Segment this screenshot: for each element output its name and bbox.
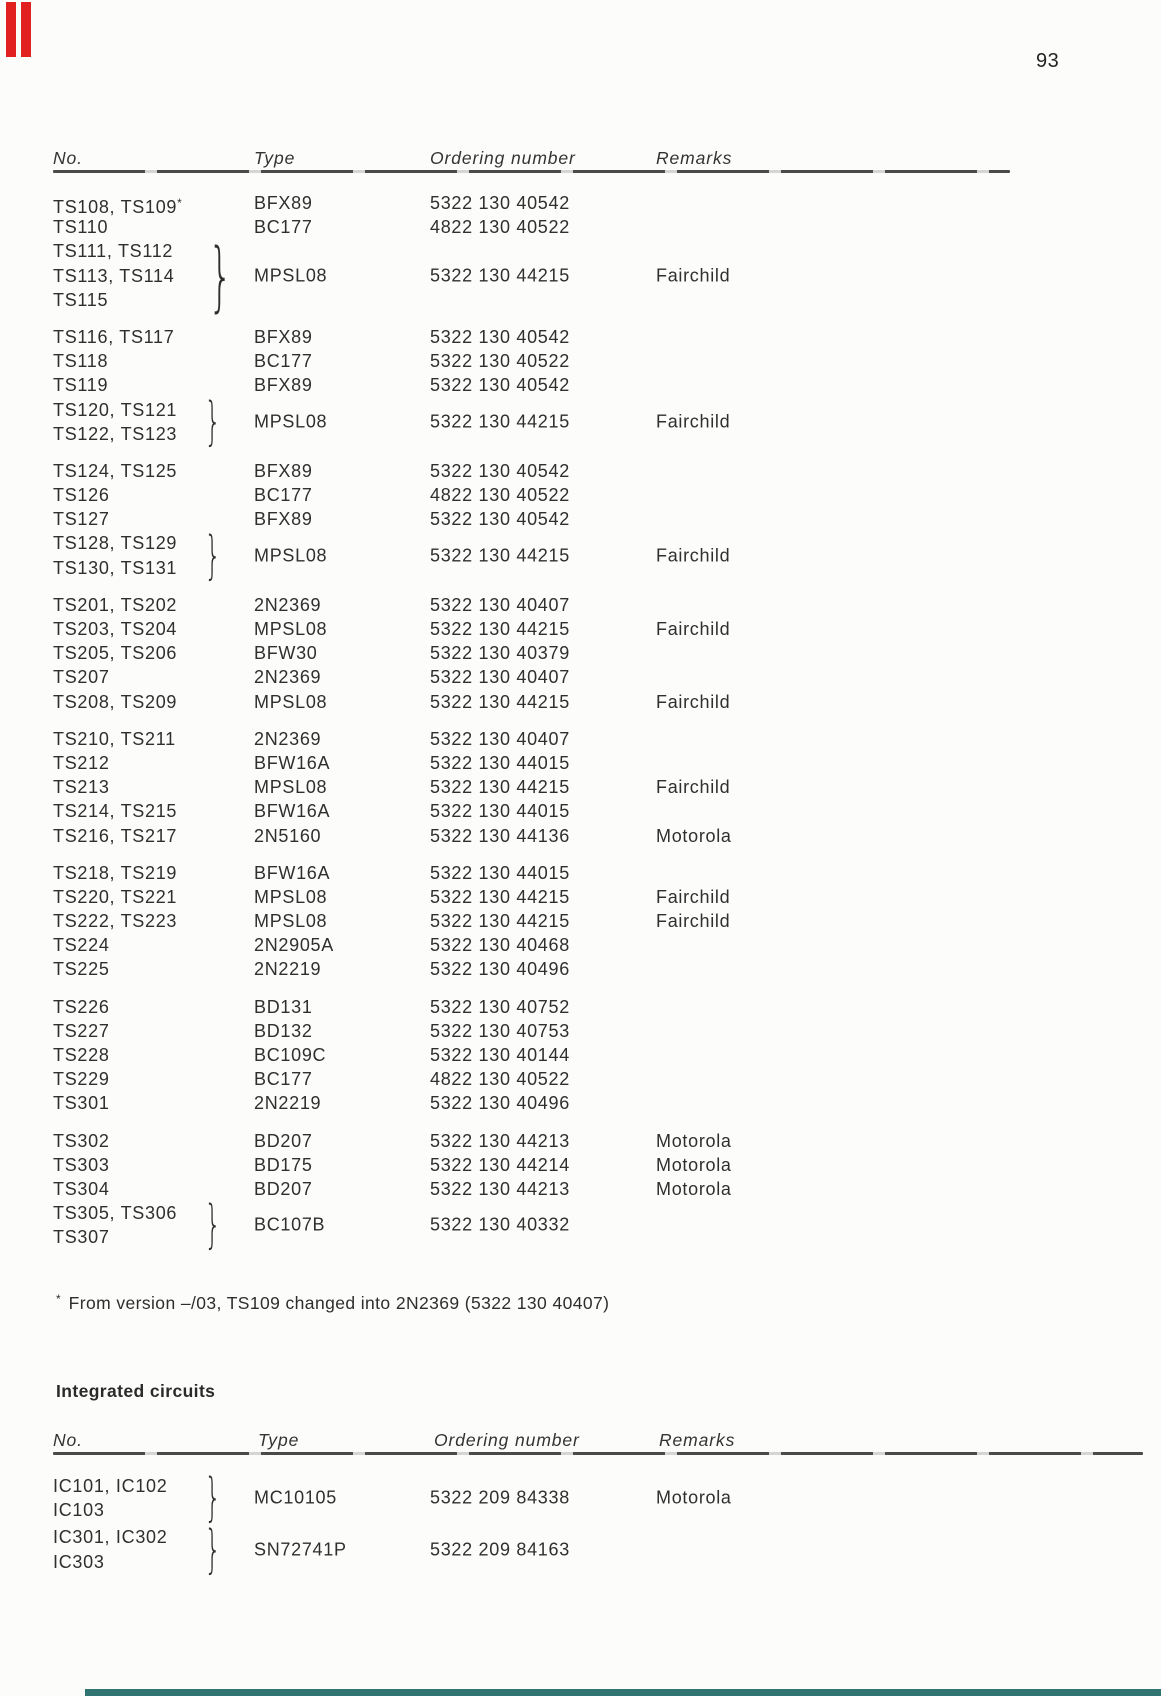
table-row-group [53,1195,1161,1256]
row-ordering: 5322 130 40753 [430,1020,570,1041]
row-no: TS116, TS117 [53,326,175,347]
row-ordering: 5322 130 44215 [430,691,570,712]
table-row [53,727,1161,751]
row-type: MPSL08 [254,886,328,907]
group-brace: } [204,1468,222,1529]
table-row-group [53,230,1161,320]
row-no: TS113, TS114 [53,265,175,286]
row-no: TS229 [53,1069,110,1090]
row-ordering: 5322 130 40542 [430,193,570,213]
row-ordering: 5322 130 44213 [430,1130,570,1151]
page-number: 93 [1036,50,1060,72]
table-row [53,459,1161,483]
row-no: TS119 [53,375,109,396]
row-type: BFW16A [254,801,331,822]
table-row [53,483,1161,507]
table-row [53,1067,1161,1091]
row-ordering: 5322 130 44015 [430,862,570,883]
row-ordering: 5322 130 40522 [430,351,570,372]
row-ordering: 5322 130 40496 [430,1093,570,1114]
table-block [53,1468,1161,1529]
row-ordering: 5322 130 40496 [430,959,570,980]
row-ordering: 5322 130 40407 [430,728,570,749]
table-row [53,1043,1161,1067]
group-brace: } [208,230,233,320]
table-row-group [53,525,1161,586]
row-ordering: 5322 209 84338 [430,1487,570,1508]
row-no: IC303 [53,1551,105,1572]
row-no: TS303 [53,1154,110,1175]
row-no: TS302 [53,1130,110,1151]
row-ordering: 5322 130 44215 [430,911,570,932]
table-block [53,593,1161,714]
row-ordering: 5322 130 44215 [430,265,570,286]
teal-bottom-bar [85,1689,1161,1696]
ic-table-header [53,1430,1161,1454]
row-no: TS201, TS202 [53,594,178,615]
row-type: SN72741P [254,1539,347,1560]
header-no: No. [53,148,83,168]
row-type: MPSL08 [254,777,328,798]
header-remarks: Remarks [659,1430,736,1450]
row-no: TS228 [53,1045,110,1065]
row-no: TS224 [53,935,110,956]
row-ordering: 5322 130 40542 [430,375,570,396]
table-row [53,1019,1161,1043]
row-no: TS208, TS209 [53,691,178,712]
table-row [53,593,1161,617]
row-ordering: 4822 130 40522 [430,1069,570,1090]
row-no: TS227 [53,1020,110,1041]
row-ordering: 5322 130 44136 [430,825,570,846]
row-no: TS124, TS125 [53,460,178,481]
row-no: TS120, TS121 [53,399,178,420]
header-type: Type [254,148,296,168]
row-type: 2N2369 [254,667,322,688]
row-type: BD131 [254,996,313,1017]
row-ordering: 5322 130 44213 [430,1178,570,1199]
footnote-ref: * [177,196,182,210]
row-type: BC107B [254,1214,326,1235]
row-type: MPSL08 [254,691,328,712]
header-ordering: Ordering number [430,148,576,168]
table-row [53,1091,1161,1115]
row-ordering: 5322 130 40407 [430,594,570,615]
row-ordering: 5322 130 44015 [430,801,570,822]
table-row [53,995,1161,1019]
row-ordering: 5322 130 40379 [430,643,570,664]
row-ordering: 5322 130 44215 [430,411,570,432]
table-block [53,995,1161,1116]
row-ordering: 5322 130 44215 [430,545,570,566]
table-row-group [53,1519,1161,1580]
row-remarks: Fairchild [656,911,731,932]
row-ordering: 5322 130 44215 [430,886,570,907]
header-rule [53,170,1010,173]
row-type: BC109C [254,1045,327,1065]
red-mark-icon [21,2,31,57]
group-brace: } [204,391,222,452]
row-type: BD207 [254,1178,313,1199]
row-type: BFW16A [254,862,331,883]
table-row [53,957,1161,981]
row-no: TS115 [53,289,109,310]
row-no: TS305, TS306 [53,1203,178,1224]
group-brace: } [204,1519,222,1580]
row-no: TS122, TS123 [53,423,178,444]
row-ordering: 5322 130 44214 [430,1154,570,1175]
row-no: IC101, IC102 [53,1476,168,1496]
row-type: BC177 [254,485,313,506]
table-row [53,325,1161,349]
row-no: TS110 [53,217,109,238]
row-type: MPSL08 [254,911,328,932]
group-brace: } [204,1195,222,1256]
row-type: 2N2369 [254,728,322,749]
header-remarks: Remarks [656,148,733,168]
row-no: IC103 [53,1500,105,1521]
table-row [53,617,1161,641]
row-ordering: 5322 130 40144 [430,1045,570,1065]
row-type: BFX89 [254,193,313,213]
row-ordering: 5322 130 44215 [430,619,570,639]
row-type: BC177 [254,1069,313,1090]
row-no: TS127 [53,509,110,530]
row-remarks: Motorola [656,1487,732,1508]
table-block [53,459,1161,586]
header-rule [53,1452,1143,1455]
row-remarks: Fairchild [656,691,731,712]
row-no: TS205, TS206 [53,643,178,664]
row-type: MPSL08 [254,619,328,639]
row-ordering: 5322 130 40542 [430,509,570,530]
table-block [53,1519,1161,1580]
row-no: TS118 [53,351,109,372]
transistor-table-header [53,148,1161,172]
row-type: BFW30 [254,643,318,664]
row-type: MPSL08 [254,545,328,566]
table-row-group [53,391,1161,452]
row-ordering: 5322 130 44015 [430,752,570,773]
row-remarks: Fairchild [656,265,731,286]
row-no: TS304 [53,1178,110,1199]
row-no: TS111, TS112 [53,241,174,262]
row-no: TS220, TS221 [53,886,178,907]
row-type: MPSL08 [254,411,328,432]
row-type: BC177 [254,351,313,372]
table-row [53,824,1161,848]
table-row [53,751,1161,775]
row-no: TS128, TS129 [53,533,178,554]
row-ordering: 5322 130 40407 [430,667,570,688]
transistor-table-body [53,191,1161,1263]
row-no: TS216, TS217 [53,825,178,846]
table-row [53,933,1161,957]
row-type: BFW16A [254,752,331,773]
row-no: TS108, TS109* [53,196,182,217]
row-no: TS225 [53,959,110,980]
footnote-text: From version –/03, TS109 changed into 2N2369 (5322 130 40407) [68,1293,610,1313]
row-ordering: 5322 130 40332 [430,1214,570,1235]
red-mark-icon [6,2,16,57]
header-ordering: Ordering number [434,1430,580,1450]
row-ordering: 5322 130 40752 [430,996,570,1017]
row-remarks: Fairchild [656,619,731,639]
row-no: TS210, TS211 [53,728,176,749]
row-type: 2N2219 [254,1093,322,1114]
table-block [53,727,1161,848]
row-no: IC301, IC302 [53,1527,168,1548]
row-type: 2N2369 [254,594,322,615]
row-no: TS213 [53,777,110,798]
row-no: TS207 [53,667,110,688]
row-type: BFX89 [254,375,313,396]
header-no: No. [53,1430,83,1450]
footnote [56,1292,609,1314]
table-row [53,690,1161,714]
table-row [53,909,1161,933]
ic-section-title: Integrated circuits [56,1381,216,1401]
footnote-marker: * [56,1292,61,1306]
table-row [53,641,1161,665]
row-type: BD207 [254,1130,313,1151]
table-row [53,775,1161,799]
row-type: BFX89 [254,509,313,530]
row-ordering: 5322 209 84163 [430,1539,570,1560]
row-no: TS226 [53,996,110,1017]
table-block [53,325,1161,452]
table-block [53,861,1161,982]
row-ordering: 5322 130 40542 [430,460,570,481]
row-type: MPSL08 [254,265,328,286]
row-remarks: Fairchild [656,777,731,798]
row-remarks: Motorola [656,1178,732,1199]
row-type: MC10105 [254,1487,337,1508]
table-row [53,349,1161,373]
row-no: TS130, TS131 [53,557,178,578]
group-brace: } [204,525,222,586]
table-row [53,885,1161,909]
table-row [53,665,1161,689]
table-row-group [53,1468,1161,1529]
row-remarks: Fairchild [656,411,731,432]
table-row [53,191,1161,215]
row-remarks: Motorola [656,825,732,846]
row-no: TS218, TS219 [53,862,178,883]
row-type: BFX89 [254,460,313,481]
row-type: 2N5160 [254,825,322,846]
row-no: TS222, TS223 [53,911,178,932]
row-type: BC177 [254,217,313,238]
table-row [53,1153,1161,1177]
row-no: TS214, TS215 [53,801,178,822]
ic-table-body [53,1468,1161,1580]
row-remarks: Fairchild [656,545,731,566]
table-row [53,861,1161,885]
table-row [53,799,1161,823]
red-corner-marks [6,2,31,57]
row-ordering: 4822 130 40522 [430,485,570,506]
row-no: TS301 [53,1093,110,1114]
row-no: TS307 [53,1227,110,1248]
row-ordering: 4822 130 40522 [430,217,570,238]
table-block [53,1129,1161,1256]
row-type: 2N2905A [254,935,334,956]
row-type: 2N2219 [254,959,322,980]
row-no: TS212 [53,752,110,773]
header-type: Type [258,1430,300,1450]
row-ordering: 5322 130 44215 [430,777,570,798]
row-ordering: 5322 130 40542 [430,326,570,347]
row-remarks: Motorola [656,1130,732,1151]
row-remarks: Motorola [656,1154,732,1175]
row-remarks: Fairchild [656,886,731,907]
table-row [53,1129,1161,1153]
row-no: TS126 [53,485,110,506]
row-ordering: 5322 130 40468 [430,935,570,956]
row-type: BD132 [254,1020,313,1041]
row-type: BD175 [254,1154,313,1175]
table-block [53,191,1161,320]
row-type: BFX89 [254,326,313,347]
row-no: TS203, TS204 [53,619,178,639]
